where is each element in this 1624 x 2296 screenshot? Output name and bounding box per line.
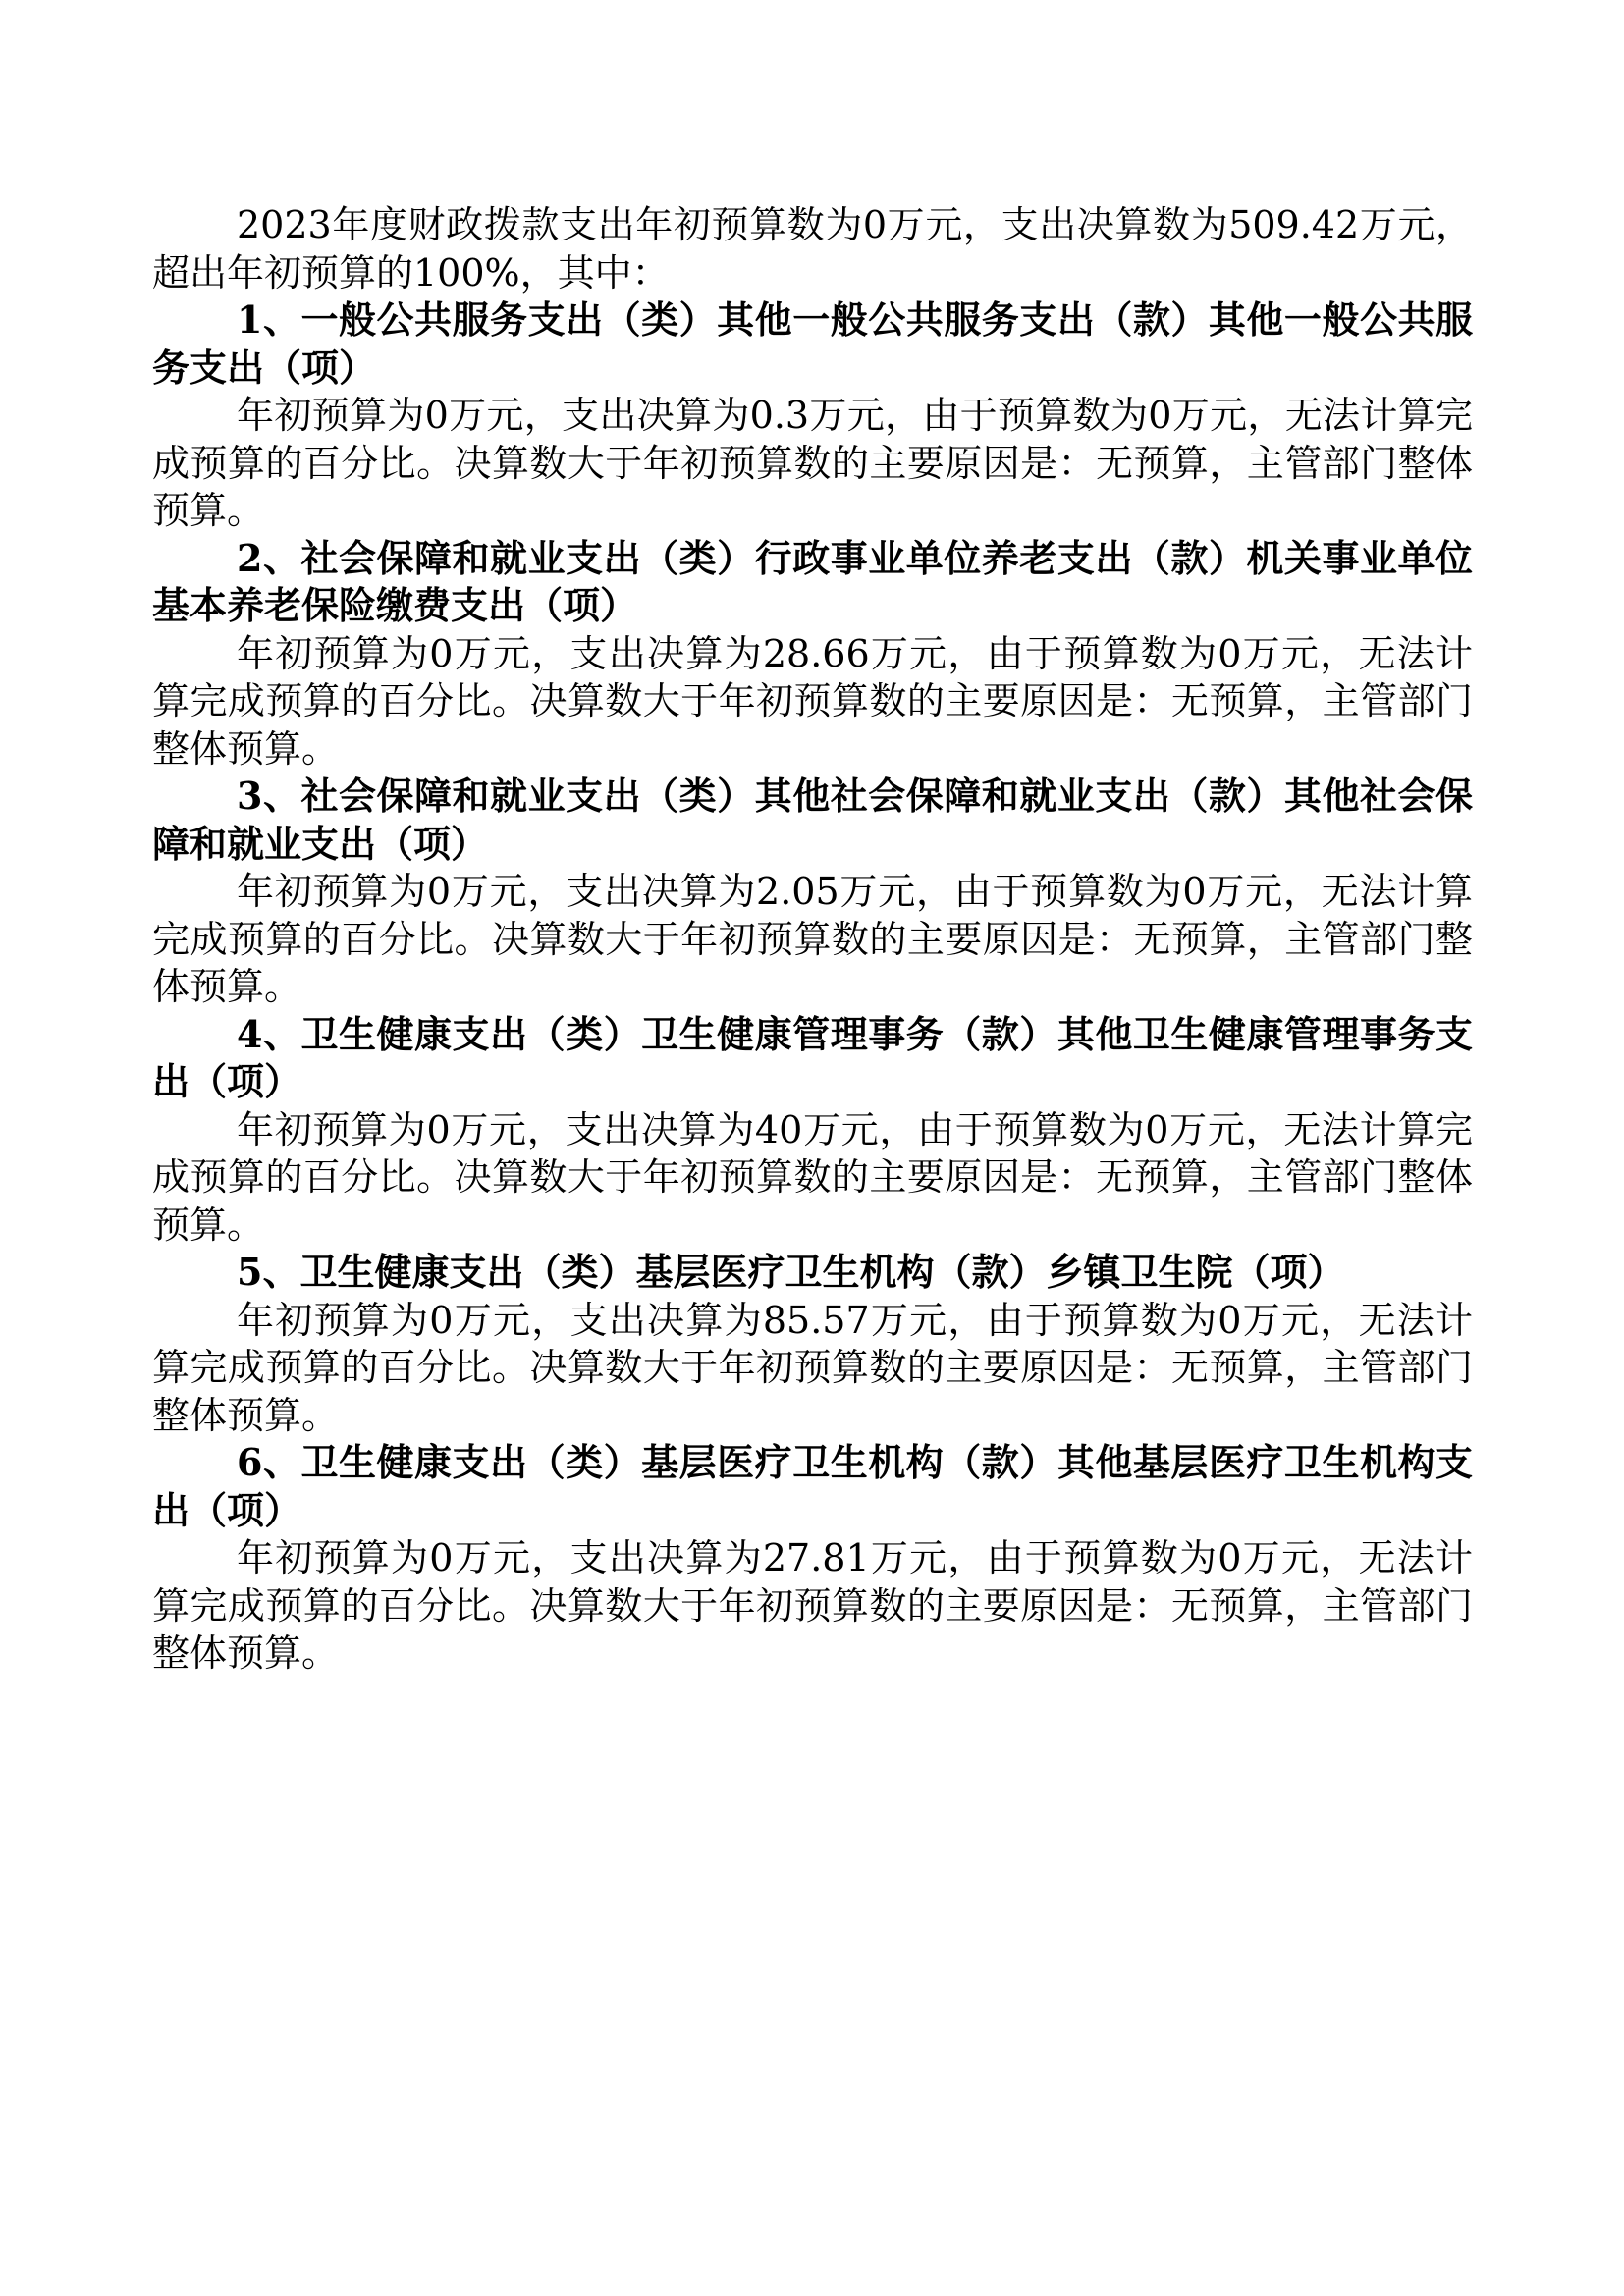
item-2-body: 年初预算为0万元，支出决算为28.66万元，由于预算数为0万元，无法计算完成预算的百分比。决算数大于年初预算数的主要原因是：无预算，主管部门整体预算。 [152,631,1473,771]
item-3-heading: 3、社会保障和就业支出（类）其他社会保障和就业支出（款）其他社会保障和就业支出（项） [152,774,1473,866]
item-3-body: 年初预算为0万元，支出决算为2.05万元，由于预算数为0万元，无法计算完成预算的百分比。决算数大于年初预算数的主要原因是：无预算，主管部门整体预算。 [152,870,1473,1008]
item-4-body: 年初预算为0万元，支出决算为40万元，由于预算数为0万元，无法计算完成预算的百分比。决算数大于年初预算数的主要原因是：无预算，主管部门整体预算。 [152,1107,1473,1247]
item-1-body: 年初预算为0万元，支出决算为0.3万元，由于预算数为0万元，无法计算完成预算的百分比。决算数大于年初预算数的主要原因是：无预算，主管部门整体预算。 [152,394,1473,532]
item-1-heading: 1、一般公共服务支出（类）其他一般公共服务支出（款）其他一般公共服务支出（项） [152,297,1473,390]
item-6-body: 年初预算为0万元，支出决算为27.81万元，由于预算数为0万元，无法计算完成预算的百分比。决算数大于年初预算数的主要原因是：无预算，主管部门整体预算。 [152,1536,1473,1675]
item-5-heading: 5、卫生健康支出（类）基层医疗卫生机构（款）乡镇卫生院（项） [237,1250,1345,1294]
item-4-heading: 4、卫生健康支出（类）卫生健康管理事务（款）其他卫生健康管理事务支出（项） [152,1011,1473,1103]
item-2-heading: 2、社会保障和就业支出（类）行政事业单位养老支出（款）机关事业单位基本养老保险缴费支出（项） [152,535,1473,627]
intro-paragraph: 2023年度财政拨款支出年初预算数为0万元，支出决算数为509.42万元，超出年初预算的100%，其中： [152,203,1473,294]
item-5-body: 年初预算为0万元，支出决算为85.57万元，由于预算数为0万元，无法计算完成预算的百分比。决算数大于年初预算数的主要原因是：无预算，主管部门整体预算。 [152,1298,1473,1437]
document-page [152,201,1473,1678]
item-6-heading: 6、卫生健康支出（类）基层医疗卫生机构（款）其他基层医疗卫生机构支出（项） [152,1440,1473,1532]
